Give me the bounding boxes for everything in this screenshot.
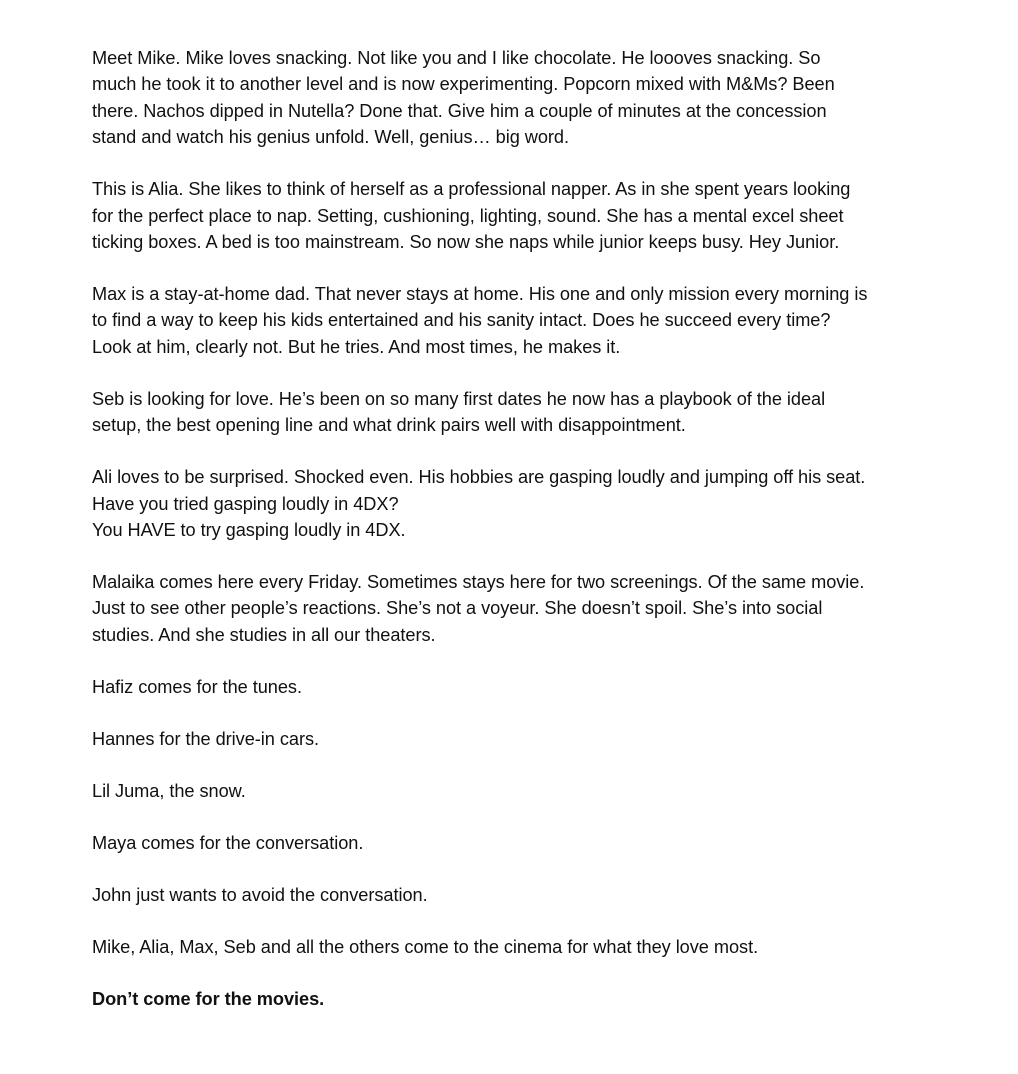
text-line: setup, the best opening line and what drink pairs well with disappointment. xyxy=(92,415,686,436)
text-line: Look at him, clearly not. But he tries. And most times, he makes it. xyxy=(92,336,621,357)
document-body xyxy=(92,45,972,1038)
paragraph-malaika xyxy=(92,569,972,648)
text-line: You HAVE to try gasping loudly in 4DX. xyxy=(92,520,406,541)
paragraph-john xyxy=(92,882,972,908)
paragraph-max xyxy=(92,281,972,360)
text-line: Seb is looking for love. He’s been on so many first dates he now has a playbook of the ideal xyxy=(92,388,826,409)
text-line: John just wants to avoid the conversation. xyxy=(92,884,428,905)
text-line: Lil Juma, the snow. xyxy=(92,780,246,801)
text-line: Mike, Alia, Max, Seb and all the others come to the cinema for what they love most. xyxy=(92,936,759,957)
text-line: stand and watch his genius unfold. Well, genius… big word. xyxy=(92,127,569,148)
paragraph-ali xyxy=(92,464,972,543)
paragraph-hafiz xyxy=(92,674,972,700)
text-line: ticking boxes. A bed is too mainstream. So now she naps while junior keeps busy. Hey Junior. xyxy=(92,232,840,253)
text-line: Hannes for the drive-in cars. xyxy=(92,728,320,749)
closing-text: Don’t come for the movies. xyxy=(92,988,325,1009)
closing-line xyxy=(92,986,972,1012)
text-line: Just to see other people’s reactions. She’s not a voyeur. She doesn’t spoil. She’s into social xyxy=(92,598,823,619)
paragraph-maya xyxy=(92,830,972,856)
text-line: Ali loves to be surprised. Shocked even. His hobbies are gasping loudly and jumping off his seat. xyxy=(92,467,866,488)
text-line: for the perfect place to nap. Setting, cushioning, lighting, sound. She has a mental excel sheet xyxy=(92,205,844,226)
text-line: Hafiz comes for the tunes. xyxy=(92,676,302,697)
paragraph-alia xyxy=(92,176,972,255)
paragraph-summary xyxy=(92,934,972,960)
text-line: Malaika comes here every Friday. Sometimes stays here for two screenings. Of the same movie. xyxy=(92,572,865,593)
text-line: Maya comes for the conversation. xyxy=(92,832,364,853)
text-line: Max is a stay-at-home dad. That never stays at home. His one and only mission every morning is xyxy=(92,284,868,305)
paragraph-lil-juma xyxy=(92,778,972,804)
text-line: much he took it to another level and is now experimenting. Popcorn mixed with M&Ms? Been xyxy=(92,74,835,95)
paragraph-hannes xyxy=(92,726,972,752)
text-line: there. Nachos dipped in Nutella? Done that. Give him a couple of minutes at the concession xyxy=(92,100,827,121)
text-line: Have you tried gasping loudly in 4DX? xyxy=(92,493,399,514)
paragraph-seb xyxy=(92,386,972,439)
text-line: to find a way to keep his kids entertained and his sanity intact. Does he succeed every time? xyxy=(92,310,831,331)
paragraph-mike xyxy=(92,45,972,151)
text-line: studies. And she studies in all our theaters. xyxy=(92,624,436,645)
text-line: This is Alia. She likes to think of herself as a professional napper. As in she spent years looking xyxy=(92,179,851,200)
text-line: Meet Mike. Mike loves snacking. Not like you and I like chocolate. He loooves snacking. So xyxy=(92,48,821,68)
